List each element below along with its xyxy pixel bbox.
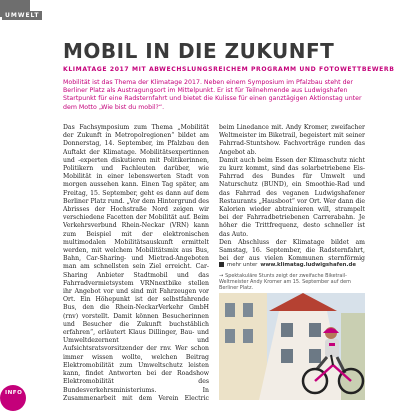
- article-lead: Mobilität ist das Thema der Klimatage 2017. Neben einem Symposium im Pfalzbau steht der Berliner Platz als Austragungsort im Mittelpunkt. Er ist für Teilnehmende aus Ludwigshafen Startpunkt für eine Radsternfahrt und bietet die Kulisse für einen ganztägigen Aktionstag unter dem Motto „Wie bist du mobil?“.: [63, 79, 362, 111]
- photo-caption-text: Spektakuläre Stunts zeigt der zweifache Biketrail-Weltmeister Andy Kromer am 15. September auf dem Berliner Platz.: [219, 273, 351, 292]
- body-column-right: [219, 124, 365, 262]
- info-badge-label: INFO: [5, 390, 23, 396]
- more-info-link[interactable]: www.klimatag.ludwigshafen.de: [260, 262, 357, 268]
- section-bar: [0, 0, 400, 17]
- body-paragraph: Das Fachsymposium zum Thema „Mobilität der Zukunft in Metropolregionen“ bildet am Donnerstag, 14. September, im Pfalzbau den Auftakt der Klimatage. Mobilitätsexpertinnen und -experten diskutieren mit Politikerinnen, Politikern und Fachleuten darüber, wie Mobilität in einer lebenswerten Stadt von morgen aussehen kann. Einen Tag später, am Freitag, 15. September, geht es dann auf dem Berliner Platz rund. „Vor dem Hintergrund des Abrisses der Hochstraße Nord zeigen wir verschiedene Facetten der Mobilität auf. Beim Verkehrsverbund Rhein-Neckar (VRN) kann zum Beispiel mit der elektronischen multimodalen Mobilitätsauskunft ermittelt werden, mit welchem Mobilitätsmix aus Bus, Bahn, Car-Sharing- und Mietrad-Angeboten man am schnellsten sein Ziel erreicht. Car-Sharing Anbieter Stadtmobil und das Fahrradvermietsystem VRNnextbike stellen ihr Angebot vor und sind mit Fahrzeugen vor Ort. Ein Höhepunkt ist der selbstfahrende Bus, den die Rhein-NeckarVerkehr GmbH (rnv) vorstellt. Damit können Besucherinnen und Besucher die Zukunft buchstäblich erfahren“, erläutert Klaus Dillinger, Bau- und Umweltdezernent und Aufsichtsratsvorsitzender der rnv. Wer schon immer wissen wollte, welchen Beitrag Elektromobilität zum Umweltschutz leisten kann, findet Antworten bei der Roadshow Elektromobilität des Bundesverkehrsministeriums. In Zusammenarbeit mit dem Verein Electric: [63, 124, 209, 400]
- body-paragraph: [219, 239, 365, 262]
- photo-caption: [219, 273, 369, 292]
- section-label: UMWELT: [2, 11, 42, 20]
- article-headline: MOBIL IN DIE ZUKUNFT: [63, 39, 335, 63]
- article-subhead: KLIMATAGE 2017 MIT ABWECHSLUNGSREICHEM PROGRAMM UND FOTOWETTBEWERB: [63, 66, 395, 73]
- stunt-rider-photo: [219, 293, 365, 400]
- body-paragraph-text: Den Abschluss der Klimatage bildet am Samstag, 16. September, die Radsternfahrt, bei der aus vielen Kommunen sternförmig: [219, 238, 365, 262]
- square-bullet-icon: [219, 262, 224, 267]
- body-paragraph: Damit auch beim Essen der Klimaschutz nicht zu kurz kommt, sind das solarbetriebene Eis-Fahrrad des Bundes für Umwelt und Naturschutz (BUND), ein Smoothie-Rad und das Fahrrad des veganen Ludwigshafener Restaurants „Hausboot“ vor Ort. Wer dann die Kalorien wieder abtrainieren will, strampelt bei der Fahrradbetriebenen Carrerabahn. Je höher die Trittfrequenz, desto schneller ist das Auto.: [219, 156, 365, 238]
- body-paragraph: beim Linedance mit. Andy Kromer, zweifacher Weltmeister im Biketrail, begeistert mit seiner Fahrrad-Stuntshow. Fachvorträge runden das Angebot ab.: [219, 124, 365, 156]
- article-photo: [219, 293, 365, 400]
- more-info-link-line: [219, 262, 365, 268]
- link-prefix: mehr unter: [227, 262, 258, 268]
- body-column-left: [63, 124, 209, 400]
- info-badge: [0, 385, 26, 411]
- arrow-right-icon: →: [219, 273, 224, 279]
